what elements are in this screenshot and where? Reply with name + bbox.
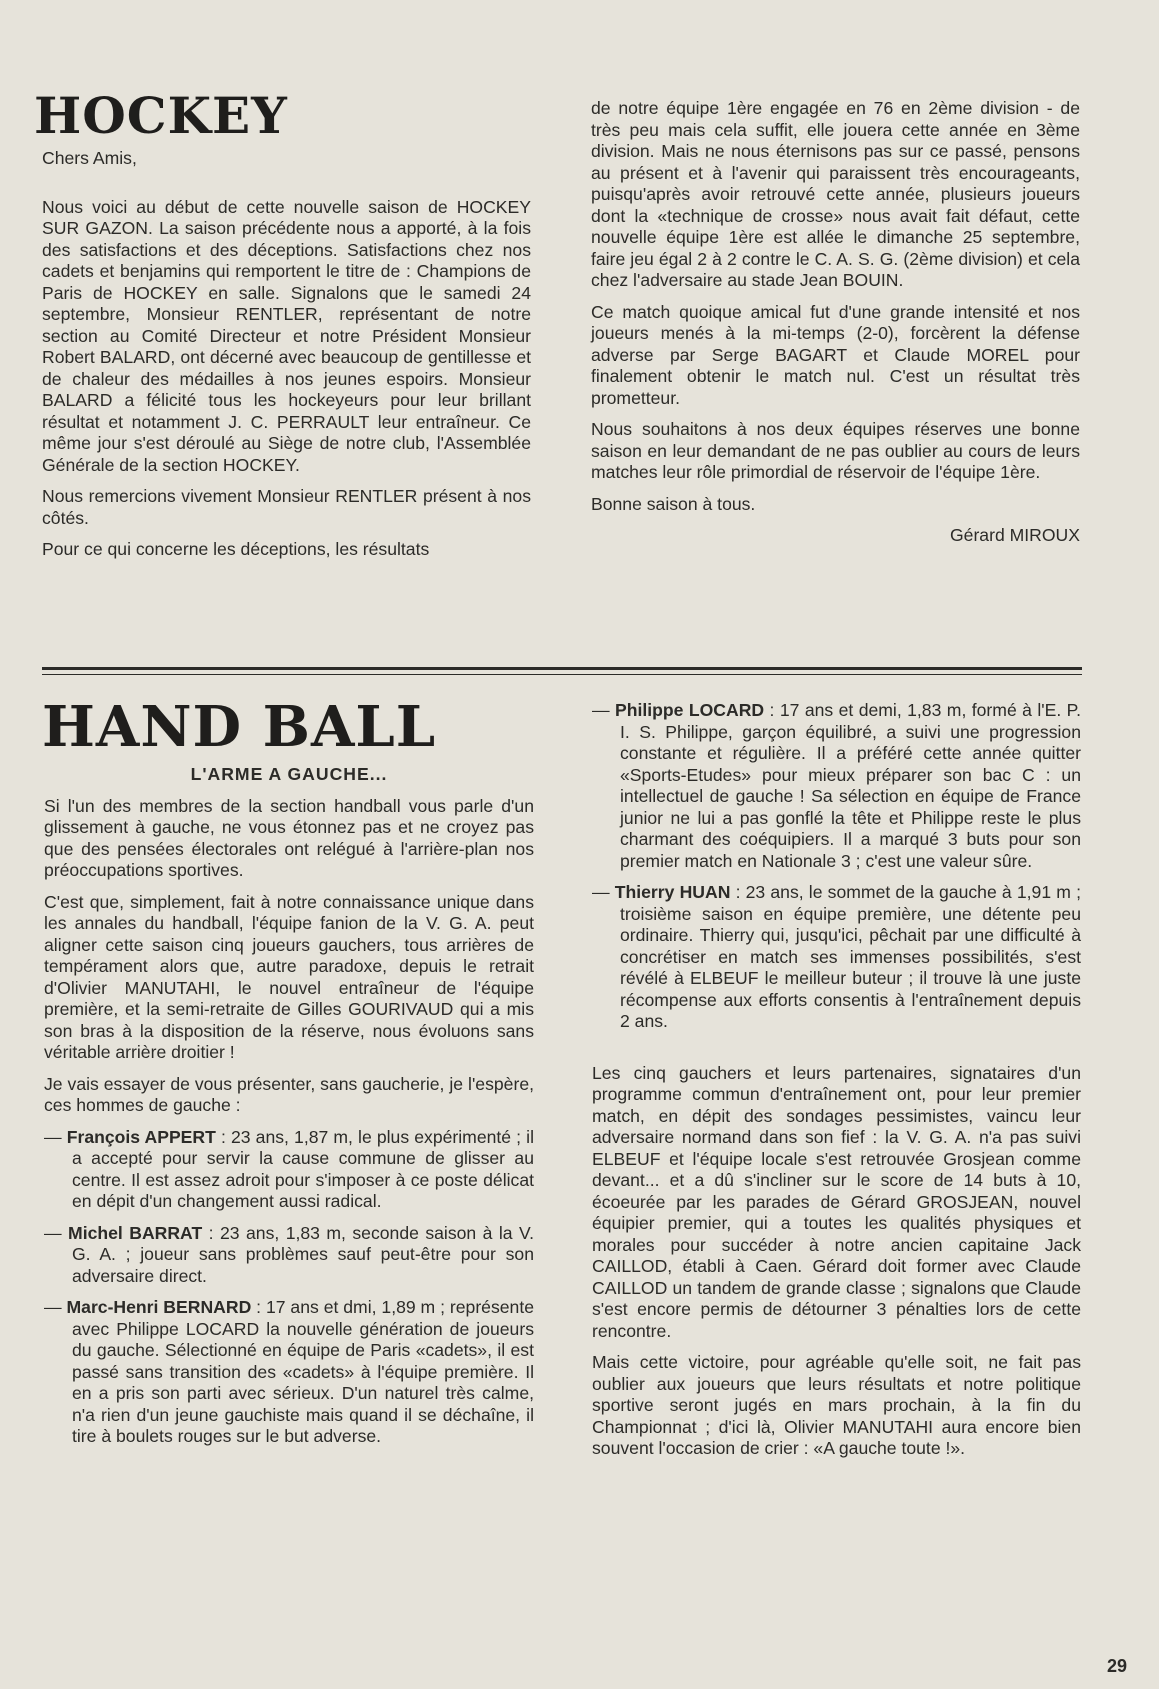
player-entry-huan: — Thierry HUAN : 23 ans, le sommet de la gauche à 1,91 m ; troisième saison en équipe première, une détente peu ordinaire. Thierry qui, jusqu'ici, pêchait par une difficulté à concrétiser en match ses immenses possibilités, s'est révélé à ELBEUF le meilleur buteur ; il trouve là une juste récompense aux efforts consentis à l'entraînement depuis 2 ans. bbox=[592, 882, 1081, 1031]
player-description: : 23 ans, 1,83 m, seconde saison à la V. G. A. ; joueur sans problèmes sauf peut-être pour son adversaire direct. bbox=[72, 1222, 535, 1286]
handball-subtitle: L'ARME A GAUCHE... bbox=[190, 764, 388, 784]
handball-paragraph-3: Je vais essayer de vous présenter, sans gaucherie, je l'espère, ces hommes de gauche : bbox=[44, 1073, 534, 1115]
hockey-salutation: Chers Amis, bbox=[42, 148, 137, 168]
hockey-column-right bbox=[591, 98, 1080, 557]
hockey-paragraph-3a: Pour ce qui concerne les déceptions, les résultats bbox=[42, 539, 430, 559]
hockey-signature: Gérard MIROUX bbox=[949, 525, 1080, 545]
hockey-paragraph-2: Nous remercions vivement Monsieur RENTLER présent à nos côtés. bbox=[42, 486, 531, 528]
player-description: : 17 ans et demi, 1,83 m, formé à l'E. P. I. S. Philippe, garçon équilibré, a suivi une progression constante et régulière. Il a préféré cette année quitter «Sports-Etudes» pour mieux préparer son bac C : un intellectuel de gauche ! Sa sélection en équipe de France junior ne lui a pas gonflé la tête et Philippe reste le plus charmant des coéquipiers. Il a marqué 3 buts pour son premier match en Nationale 3 ; c'est une valeur sûre. bbox=[620, 700, 1082, 871]
player-description: : 23 ans, le sommet de la gauche à 1,91 m ; troisième saison en équipe première, une détente peu ordinaire. Thierry qui, jusqu'ici, pêchait par une difficulté à concrétiser en match ses immenses possibilités, s'est révélé à ELBEUF le meilleur buteur ; il trouve là une juste récompense aux efforts consentis à l'entraînement depuis 2 ans. bbox=[620, 882, 1081, 1031]
handball-paragraph-5: Mais cette victoire, pour agréable qu'elle soit, ne fait pas oublier aux joueurs que leurs résultats et notre politique sportive seront jugés en mars prochain, à la fin du Championnat ; d'ici là, Olivier MANUTAHI aura encore bien souvent l'occasion de crier : «A gauche toute !». bbox=[592, 1352, 1081, 1458]
player-name: Marc-Henri BERNARD bbox=[66, 1297, 252, 1317]
handball-column-left bbox=[44, 764, 534, 1458]
hockey-paragraph-6: Bonne saison à tous. bbox=[591, 493, 756, 514]
hockey-paragraph-5: Nous souhaitons à nos deux équipes réserves une bonne saison en leur demandant de ne pas oublier au cours de leurs matches leur rôle primordial de réservoir de l'équipe 1ère. bbox=[591, 419, 1080, 482]
player-description: : 23 ans, 1,87 m, le plus expérimenté ; il a accepté pour servir la cause commune de glisser au centre. Il est assez adroit pour s'imposer à ce poste délicat en dépit d'un changement aussi radical. bbox=[72, 1126, 534, 1211]
section-divider-thin bbox=[42, 674, 1082, 675]
player-name: Philippe LOCARD bbox=[615, 700, 765, 720]
player-name: François APPERT bbox=[66, 1126, 216, 1147]
handball-title: HAND BALL bbox=[42, 694, 437, 760]
page-number: 29 bbox=[1106, 1656, 1127, 1676]
player-name: Thierry HUAN bbox=[614, 882, 731, 902]
player-entry-locard: — Philippe LOCARD : 17 ans et demi, 1,83 m, formé à l'E. P. I. S. Philippe, garçon équilibré, a suivi une progression constante et régulière. Il a préféré cette année quitter «Sports-Etudes» pour mieux préparer son bac C : un intellectuel de gauche ! Sa sélection en équipe de France junior ne lui a pas gonflé la tête et Philippe reste le plus charmant des coéquipiers. Il a marqué 3 buts pour son premier match en Nationale 3 ; c'est une valeur sûre. bbox=[592, 700, 1082, 871]
player-entry-barrat: — Michel BARRAT : 23 ans, 1,83 m, seconde saison à la V. G. A. ; joueur sans problèmes sauf peut-être pour son adversaire direct. bbox=[44, 1222, 535, 1286]
section-divider bbox=[42, 667, 1082, 670]
hockey-column-left bbox=[42, 148, 531, 571]
hockey-paragraph-1: Nous voici au début de cette nouvelle saison de HOCKEY SUR GAZON. La saison précédente nous a apporté, à la fois des satisfactions et des déceptions. Satisfactions chez nos cadets et benjamins qui remportent le titre de : Champions de Paris de HOCKEY en salle. Signalons que le samedi 24 septembre, Monsieur RENTLER, représentant de notre section au Comité Directeur et notre Président Monsieur Robert BALARD, ont décerné avec beaucoup de gentillesse et de chaleur des médailles à nos jeunes espoirs. Monsieur BALARD a félicité tous les hockeyeurs pour leur brillant résultat et notamment J. C. PERRAULT leur entraîneur. Ce même jour s'est déroulé au Siège de notre club, l'Assemblée Générale de la section HOCKEY. bbox=[42, 196, 531, 475]
hockey-title: HOCKEY bbox=[34, 86, 288, 145]
player-entry-bernard: — Marc-Henri BERNARD : 17 ans et dmi, 1,89 m ; représente avec Philippe LOCARD la nouvelle génération de joueurs du gauche. Sélectionné en équipe de Paris «cadets», il est passé sans transition des «cadets» à l'équipe première. Il en a pris son parti avec sérieux. D'un naturel très calme, n'a rien d'un jeune gauchiste mais quand il se déchaîne, il tire à boulets rouges sur le but adverse. bbox=[44, 1297, 534, 1446]
player-entry-appert: — François APPERT : 23 ans, 1,87 m, le plus expérimenté ; il a accepté pour servir la cause commune de glisser au centre. Il est assez adroit pour s'imposer à ce poste délicat en dépit d'un changement aussi radical. bbox=[44, 1126, 534, 1211]
hockey-paragraph-4: Ce match quoique amical fut d'une grande intensité et nos joueurs menés à la mi-temps (2-0), forcèrent la défense adverse par Serge BAGART et Claude MOREL pour finalement obtenir le match nul. C'est un résultat très prometteur. bbox=[591, 301, 1080, 408]
handball-paragraph-2: C'est que, simplement, fait à notre connaissance unique dans les annales du handball, l'équipe fanion de la V. G. A. peut aligner cette saison cinq joueurs gauchers, tous arrières de tempérament alors que, autre paradoxe, depuis le retrait d'Olivier MANUTAHI, le nouvel entraîneur de l'équipe première, et la semi-retraite de Gilles GOURIVAUD qui a mis son bras à la disposition de la réserve, nous évoluons sans véritable arrière droitier ! bbox=[44, 891, 534, 1062]
player-description: : 17 ans et dmi, 1,89 m ; représente avec Philippe LOCARD la nouvelle génération de joueurs du gauche. Sélectionné en équipe de Paris «cadets», il est passé sans transition des «cadets» à l'équipe première. Il en a pris son parti avec sérieux. D'un naturel très calme, n'a rien d'un jeune gauchiste mais quand il se déchaîne, il tire à boulets rouges sur le but adverse. bbox=[72, 1297, 534, 1446]
handball-paragraph-1: Si l'un des membres de la section handball vous parle d'un glissement à gauche, ne vous étonnez pas et ne croyez pas que des pensées électorales ont relégué à l'arrière-plan nos préoccupations sportives. bbox=[44, 795, 534, 880]
player-name: Michel BARRAT bbox=[68, 1222, 203, 1243]
hockey-paragraph-3b: de notre équipe 1ère engagée en 76 en 2ème division - de très peu mais cela suffit, elle jouera cette année en 3ème division. Mais ne nous éternisons pas sur ce passé, pensons au présent et à l'avenir qui paraissent très encourageants, puisqu'après avoir retrouvé cette année, plusieurs joueurs dont la «technique de crosse» nous avait fait défaut, cette nouvelle équipe 1ère est allée le dimanche 25 septembre, faire jeu égal 2 à 2 contre le C. A. S. G. (2ème division) et cela chez l'adversaire au stade Jean BOUIN. bbox=[591, 98, 1080, 290]
handball-paragraph-4: Les cinq gauchers et leurs partenaires, signataires d'un programme commun d'entraînement ont, pour leur premier match, en dépit des sondages pessimistes, vaincu leur adversaire normand dans son fief : la V. G. A. n'a pas suivi ELBEUF et l'équipe locale s'est retrouvée Grosjean comme devant... et a dû s'incliner sur le score de 14 buts à 10, écoeurée par les parades de Gérard GROSJEAN, nouvel équipier premier, qui a toutes les qualités physiques et morales pour succéder à notre ancien capitaine Jack CAILLOD, établi à Caen. Gérard doit former avec Claude CAILLOD un tandem de grande classe ; signalons que Claude s'est encore permis de détourner 3 pénalties lors de cette rencontre. bbox=[592, 1062, 1081, 1341]
handball-column-right bbox=[592, 700, 1081, 1470]
